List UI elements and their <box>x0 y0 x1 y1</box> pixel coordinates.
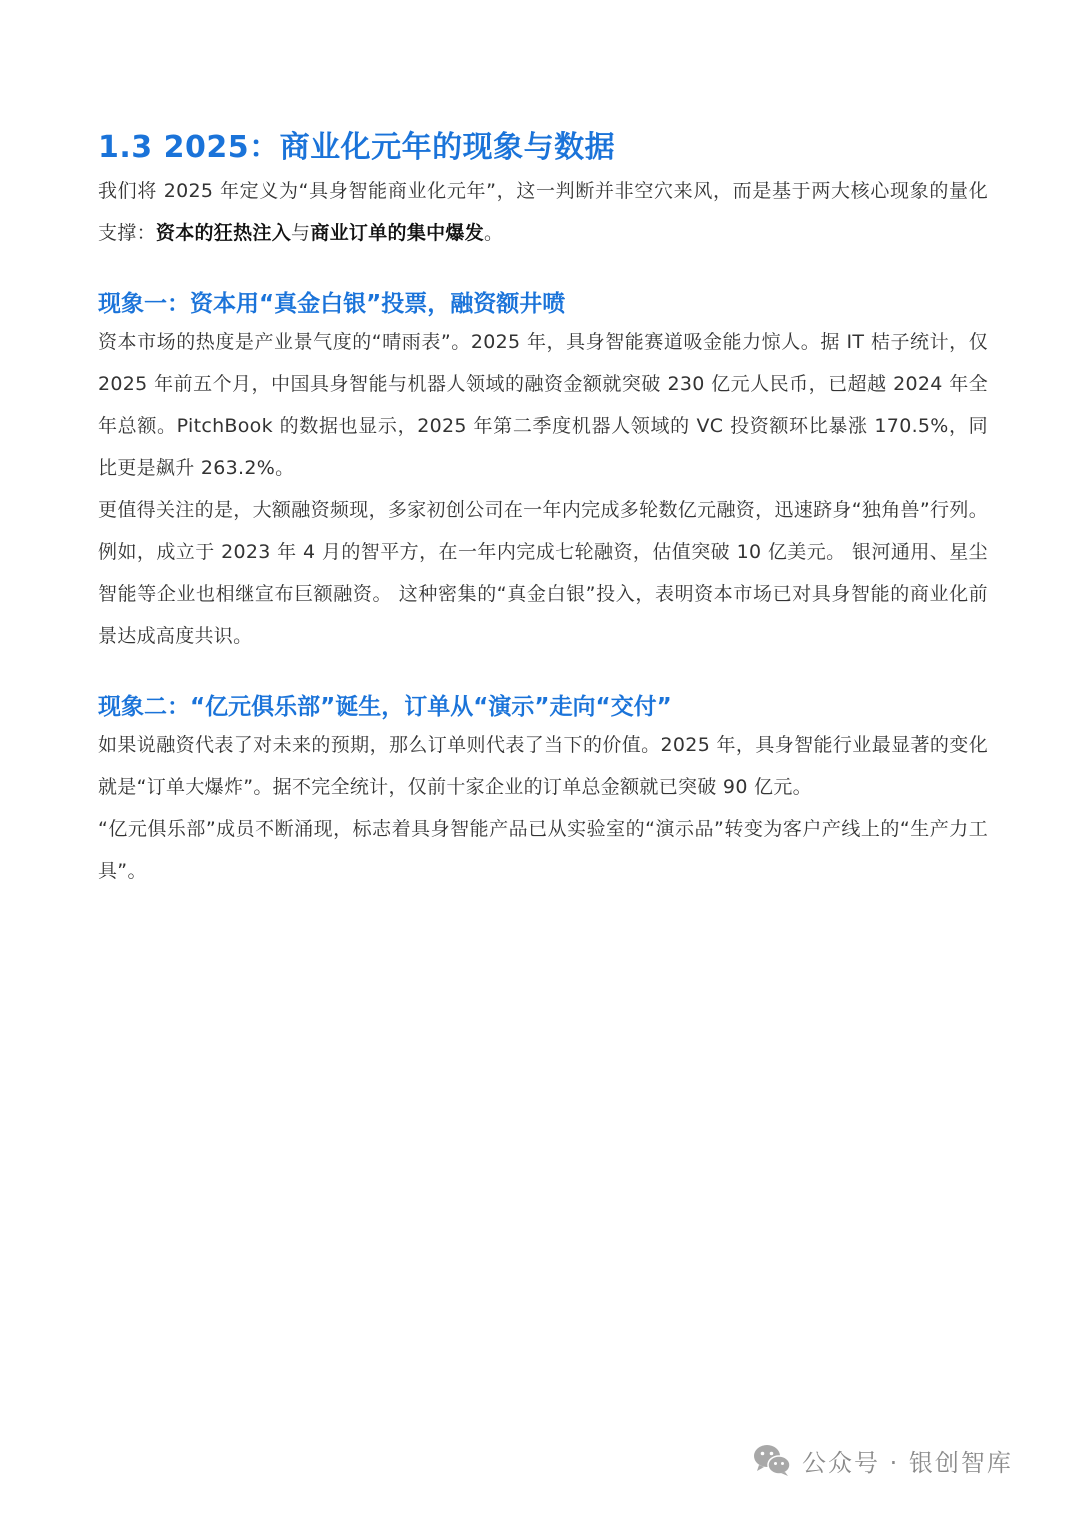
footer-label: 公众号 · 银创智库 <box>802 1448 1013 1477</box>
footer-watermark <box>752 1438 1013 1482</box>
phenomenon-one-paragraph-1: 资本市场的热度是产业景气度的“晴雨表”。2025 年，具身智能赛道吸金能力惊人。据 IT 桔子统计，仅 2025 年前五个月，中国具身智能与机器人领域的融资金额就突破 230 亿元人民币，已超越 2024 年全年总额。PitchBook 的数据也显示，2025 年第二季度机器人领域的 VC 投资额环比暴涨 170.5%，同比更是飙升 263.2%。 <box>98 331 988 479</box>
section-spacer <box>98 254 988 287</box>
phenomenon-two-paragraph-1: 如果说融资代表了对未来的预期，那么订单则代表了当下的价值。2025 年，具身智能行业最显著的变化就是“订单大爆炸”。据不完全统计，仅前十家企业的订单总金额就已突破 90 亿元。 <box>98 734 988 798</box>
phenomenon-two-title: 现象二：“亿元俱乐部”诞生，订单从“演示”走向“交付” <box>98 694 672 720</box>
phenomenon-one-paragraph-2: 更值得关注的是，大额融资频现，多家初创公司在一年内完成多轮数亿元融资，迅速跻身“独角兽”行列。例如，成立于 2023 年 4 月的智平方，在一年内完成七轮融资，估值突破 10 亿美元。 银河通用、星尘智能等企业也相继宣布巨额融资。 这种密集的“真金白银”投入，表明资本市场已对具身智能的商业化前景达成高度共识。 <box>98 499 988 647</box>
section-spacer <box>98 657 988 690</box>
intro-bold-orders: 商业订单的集中爆发 <box>310 222 485 244</box>
phenomenon-two-paragraph-2: “亿元俱乐部”成员不断涌现，标志着具身智能产品已从实验室的“演示品”转变为客户产线上的“生产力工具”。 <box>98 818 988 882</box>
article-content <box>98 128 988 892</box>
wechat-icon <box>752 1443 792 1477</box>
intro-text: 我们将 2025 年定义为“具身智能商业化元年”，这一判断并非空穴来风，而是基于两大核心现象的量化支撑： <box>98 180 988 244</box>
phenomenon-one-title: 现象一：资本用“真金白银”投票，融资额井喷 <box>98 291 566 317</box>
section-title: 1.3 2025：商业化元年的现象与数据 <box>98 130 616 165</box>
intro-end: 。 <box>484 222 504 244</box>
intro-paragraph <box>98 170 988 254</box>
intro-joiner: 与 <box>291 222 311 244</box>
intro-bold-capital: 资本的狂热注入 <box>155 222 292 244</box>
